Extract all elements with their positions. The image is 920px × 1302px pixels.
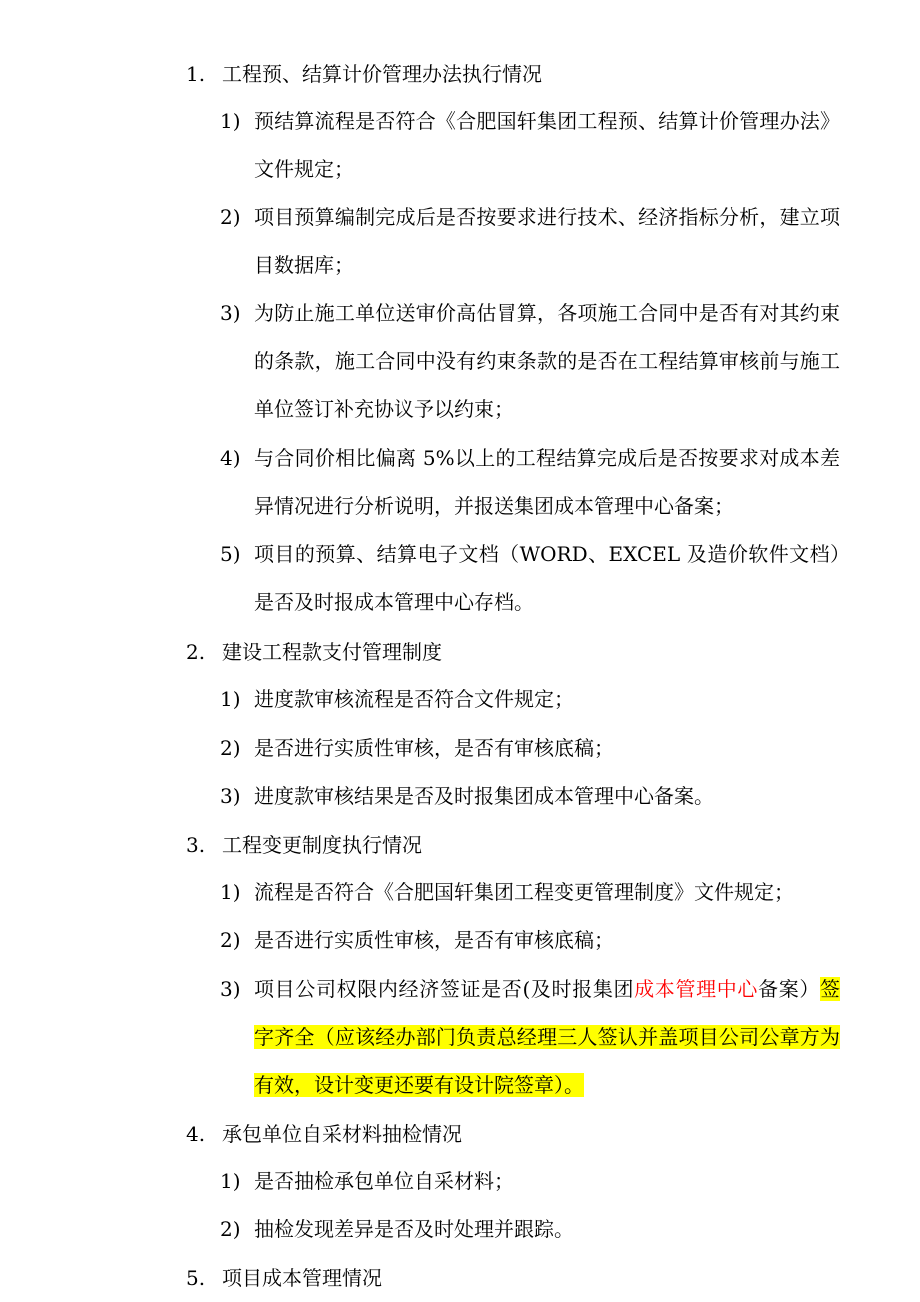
list-item — [220, 1157, 840, 1205]
item-number: 3) — [220, 977, 241, 1001]
item-text: 是否进行实质性审核，是否有审核底稿； — [254, 736, 614, 760]
item-number: 2) — [220, 205, 241, 229]
item-number: 1) — [220, 109, 241, 133]
section-3-heading — [186, 833, 422, 857]
item-number: 2) — [220, 928, 241, 952]
section-title: 工程预、结算计价管理办法执行情况 — [222, 62, 542, 86]
item-text: 是否进行实质性审核，是否有审核底稿； — [254, 928, 614, 952]
highlighted-yellow-text: 签字齐全（应该经办部门负责总经理三人签认并盖项目公司公章方为有效，设计变更还要有设计院签章）。 — [254, 977, 841, 1097]
section-number: 1. — [186, 62, 206, 86]
section-number: 3. — [186, 833, 206, 857]
item-text: 抽检发现差异是否及时处理并跟踪。 — [254, 1217, 574, 1241]
list-item — [220, 916, 840, 964]
list-item — [220, 289, 840, 433]
list-item — [220, 530, 840, 626]
section-title: 工程变更制度执行情况 — [222, 833, 422, 857]
section-number: 2. — [186, 640, 206, 664]
item-text: 为防止施工单位送审价高估冒算，各项施工合同中是否有对其约束的条款，施工合同中没有约束条款的是否在工程结算审核前与施工单位签订补充协议予以约束； — [254, 301, 840, 421]
list-item — [220, 1205, 840, 1253]
list-item — [220, 434, 840, 530]
item-text — [254, 965, 840, 1109]
item-number: 4) — [220, 446, 241, 470]
section-1-heading — [186, 62, 542, 86]
section-title: 建设工程款支付管理制度 — [222, 640, 442, 664]
list-item — [220, 868, 840, 916]
section-number: 5. — [186, 1266, 206, 1290]
item-number: 2) — [220, 1217, 241, 1241]
list-item — [220, 965, 840, 1109]
list-item — [220, 193, 840, 289]
section-title: 承包单位自采材料抽检情况 — [222, 1122, 462, 1146]
item-number: 1) — [220, 687, 241, 711]
list-item — [220, 97, 840, 193]
item-text: 进度款审核结果是否及时报集团成本管理中心备案。 — [254, 784, 714, 808]
item-number: 3) — [220, 301, 241, 325]
item-text: 项目的预算、结算电子文档（WORD、EXCEL 及造价软件文档）是否及时报成本管理中心存档。 — [254, 542, 840, 614]
item-number: 1) — [220, 880, 241, 904]
highlighted-red-text: 成本管理中心 — [634, 977, 759, 1001]
list-item — [220, 772, 840, 820]
section-5-heading — [186, 1266, 382, 1290]
item-number: 1) — [220, 1169, 241, 1193]
item-number: 2) — [220, 736, 241, 760]
item-text-part: 项目公司权限内经济签证是否(及时报集团 — [254, 977, 635, 1001]
section-4-heading — [186, 1122, 462, 1146]
list-item — [220, 675, 840, 723]
item-text: 与合同价相比偏离 5%以上的工程结算完成后是否按要求对成本差异情况进行分析说明，并报送集团成本管理中心备案； — [254, 446, 840, 518]
section-number: 4. — [186, 1122, 206, 1146]
item-text: 预结算流程是否符合《合肥国轩集团工程预、结算计价管理办法》文件规定； — [254, 109, 840, 181]
section-2-heading — [186, 640, 442, 664]
item-number: 3) — [220, 784, 241, 808]
item-text: 项目预算编制完成后是否按要求进行技术、经济指标分析，建立项目数据库； — [254, 205, 840, 277]
item-text: 是否抽检承包单位自采材料； — [254, 1169, 514, 1193]
section-title: 项目成本管理情况 — [222, 1266, 382, 1290]
item-text: 流程是否符合《合肥国轩集团工程变更管理制度》文件规定； — [254, 880, 794, 904]
list-item — [220, 724, 840, 772]
item-text-part: 备案） — [758, 977, 821, 1001]
item-number: 5) — [220, 542, 241, 566]
item-text: 进度款审核流程是否符合文件规定； — [254, 687, 574, 711]
